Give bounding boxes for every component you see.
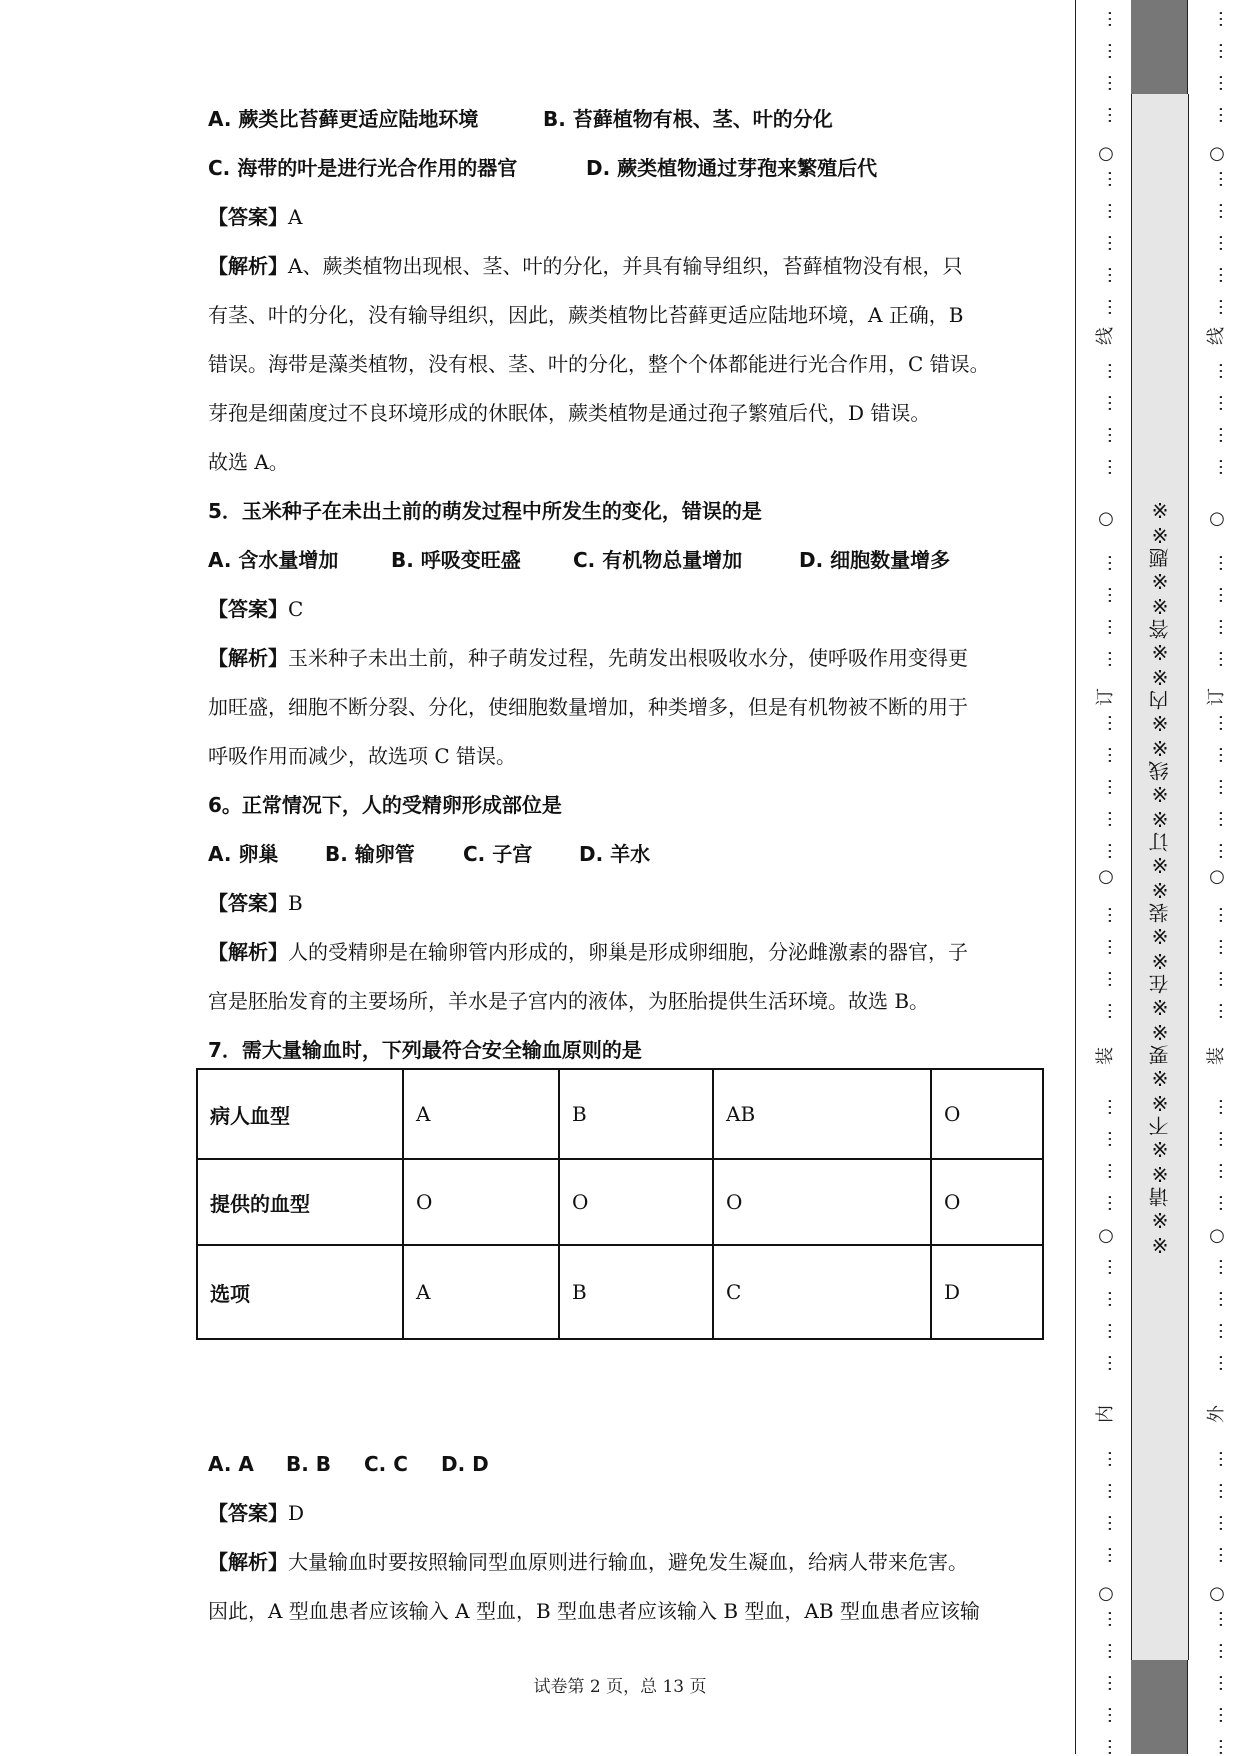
- dots-mark: …: [1095, 1322, 1116, 1340]
- dots-mark: …: [1095, 426, 1116, 444]
- q4-analysis-line-1: [208, 242, 1048, 291]
- analysis-label: 【解析】: [208, 1550, 288, 1574]
- dots-mark: …: [1206, 970, 1227, 988]
- q5-analysis-line-3: 呼吸作用而减少，故选项 C 错误。: [208, 744, 517, 768]
- q7-option-c: C. C: [364, 1452, 408, 1476]
- dots-mark: …: [1095, 394, 1116, 412]
- circle-mark: ○: [1098, 143, 1114, 164]
- dots-mark: …: [1206, 170, 1227, 188]
- dots-mark: …: [1095, 202, 1116, 220]
- outer-label-zhuang: 装: [1206, 1047, 1227, 1065]
- dots-mark: …: [1095, 1098, 1116, 1116]
- dots-mark: …: [1206, 1322, 1227, 1340]
- dots-mark: …: [1206, 778, 1227, 796]
- circle-mark: ○: [1098, 1583, 1114, 1604]
- dots-mark: …: [1206, 1130, 1227, 1148]
- dots-mark: …: [1095, 810, 1116, 828]
- dots-mark: …: [1206, 1482, 1227, 1500]
- dots-mark: …: [1206, 298, 1227, 316]
- dots-mark: …: [1206, 1610, 1227, 1628]
- q6-analysis-line-2: 宫是胚胎发育的主要场所，羊水是子宫内的液体，为胚胎提供生活环境。故选 B。: [208, 989, 930, 1013]
- dots-mark: …: [1206, 1098, 1227, 1116]
- dots-mark: …: [1206, 1706, 1227, 1724]
- dots-mark: …: [1095, 362, 1116, 380]
- dots-mark: …: [1095, 1130, 1116, 1148]
- analysis-text: 大量输血时要按照输同型血原则进行输血，避免发生凝血，给病人带来危害。: [288, 1550, 968, 1574]
- dots-mark: …: [1095, 618, 1116, 636]
- dots-mark: …: [1095, 234, 1116, 252]
- dots-mark: …: [1095, 298, 1116, 316]
- dots-mark: …: [1095, 458, 1116, 476]
- answer-label: 【答案】: [208, 891, 288, 915]
- table-cell: A: [403, 1245, 559, 1339]
- table-cell: C: [713, 1245, 931, 1339]
- q6-options: [208, 830, 1048, 879]
- q5-analysis-line-1: [208, 634, 1048, 683]
- dots-mark: …: [1206, 1290, 1227, 1308]
- dots-mark: …: [1095, 714, 1116, 732]
- dots-mark: …: [1206, 10, 1227, 28]
- dots-mark: …: [1206, 906, 1227, 924]
- warning-text-column: [1131, 94, 1187, 1660]
- q6-option-c: C. 子宫: [463, 842, 533, 866]
- dots-mark: …: [1095, 1482, 1116, 1500]
- dots-mark: …: [1095, 1546, 1116, 1564]
- inner-label-nei: 内: [1095, 1405, 1116, 1423]
- dots-mark: …: [1095, 266, 1116, 284]
- page-footer: 试卷第 2 页，总 13 页: [533, 1677, 707, 1697]
- dots-mark: …: [1095, 842, 1116, 860]
- table-cell: B: [559, 1069, 713, 1159]
- dots-mark: …: [1206, 426, 1227, 444]
- table-cell: O: [559, 1159, 713, 1245]
- dots-mark: …: [1206, 74, 1227, 92]
- circle-mark: ○: [1209, 508, 1225, 529]
- table-cell: AB: [713, 1069, 931, 1159]
- dots-mark: …: [1095, 746, 1116, 764]
- dots-mark: …: [1095, 1162, 1116, 1180]
- outer-label-xian: 线: [1206, 327, 1227, 345]
- table-cell: 提供的血型: [197, 1159, 403, 1245]
- dots-mark: …: [1206, 1002, 1227, 1020]
- dots-mark: …: [1206, 1546, 1227, 1564]
- table-row: [197, 1069, 1043, 1159]
- table-cell: O: [931, 1159, 1043, 1245]
- q5-option-a: A. 含水量增加: [208, 548, 339, 572]
- q7-analysis-line-1: [208, 1538, 1048, 1587]
- q6-answer: [208, 879, 1048, 928]
- dots-mark: …: [1206, 234, 1227, 252]
- table-cell: O: [403, 1159, 559, 1245]
- dots-mark: …: [1206, 1674, 1227, 1692]
- answer-value: C: [288, 597, 304, 621]
- q7-options: [208, 1440, 1048, 1489]
- answer-value: B: [288, 891, 303, 915]
- q4-option-c: C. 海带的叶是进行光合作用的器官: [208, 156, 518, 180]
- outer-label-ding: 订: [1206, 688, 1227, 706]
- table-cell: B: [559, 1245, 713, 1339]
- dots-mark: …: [1095, 586, 1116, 604]
- q4-analysis-line-4: 芽孢是细菌度过不良环境形成的休眠体，蕨类植物是通过孢子繁殖后代，D 错误。: [208, 401, 931, 425]
- dots-mark: …: [1206, 202, 1227, 220]
- dots-mark: …: [1095, 906, 1116, 924]
- analysis-text: 玉米种子未出土前，种子萌发过程，先萌发出根吸收水分，使呼吸作用变得更: [288, 646, 968, 670]
- q4-analysis-line-5: 故选 A。: [208, 450, 289, 474]
- dots-mark: …: [1095, 1002, 1116, 1020]
- dots-mark: …: [1095, 106, 1116, 124]
- q4-options-row1: [208, 95, 1048, 144]
- answer-label: 【答案】: [208, 1501, 288, 1525]
- dots-mark: …: [1095, 1194, 1116, 1212]
- dots-mark: …: [1095, 1706, 1116, 1724]
- dots-mark: …: [1095, 42, 1116, 60]
- dots-mark: …: [1206, 1354, 1227, 1372]
- q4-option-a: A. 蕨类比苔藓更适应陆地环境: [208, 107, 479, 131]
- dots-mark: …: [1095, 1610, 1116, 1628]
- dots-mark: …: [1206, 650, 1227, 668]
- table-row: [197, 1159, 1043, 1245]
- q6-option-b: B. 输卵管: [325, 842, 415, 866]
- circle-mark: ○: [1098, 508, 1114, 529]
- exam-content: [208, 95, 1048, 1075]
- dots-mark: …: [1206, 714, 1227, 732]
- dots-mark: …: [1095, 778, 1116, 796]
- q4-answer: [208, 193, 1048, 242]
- dots-mark: …: [1206, 1642, 1227, 1660]
- margin-rule: [1075, 0, 1076, 1754]
- q5-stem: 5．玉米种子在未出土前的萌发过程中所发生的变化，错误的是: [208, 499, 762, 523]
- table-cell: O: [713, 1159, 931, 1245]
- dots-mark: …: [1206, 746, 1227, 764]
- table-cell: A: [403, 1069, 559, 1159]
- circle-mark: ○: [1098, 866, 1114, 887]
- dots-mark: …: [1206, 938, 1227, 956]
- analysis-label: 【解析】: [208, 254, 288, 278]
- circle-mark: ○: [1209, 143, 1225, 164]
- q7-option-d: D. D: [441, 1452, 489, 1476]
- dots-mark: …: [1095, 74, 1116, 92]
- inner-label-xian: 线: [1095, 327, 1116, 345]
- answer-label: 【答案】: [208, 597, 288, 621]
- table-cell: 选项: [197, 1245, 403, 1339]
- inner-dotted-column: [1092, 0, 1120, 1754]
- blood-type-table: [196, 1068, 1044, 1340]
- q6-analysis-line-1: [208, 928, 1048, 977]
- answer-value: D: [288, 1501, 305, 1525]
- dots-mark: …: [1206, 554, 1227, 572]
- q5-option-c: C. 有机物总量增加: [573, 548, 743, 572]
- outer-label-wai: 外: [1206, 1405, 1227, 1423]
- dots-mark: …: [1206, 810, 1227, 828]
- dots-mark: …: [1095, 1738, 1116, 1756]
- dots-mark: …: [1095, 1674, 1116, 1692]
- dots-mark: …: [1095, 1290, 1116, 1308]
- q6-stem: 6。正常情况下，人的受精卵形成部位是: [208, 793, 562, 817]
- dots-mark: …: [1206, 394, 1227, 412]
- dots-mark: …: [1206, 266, 1227, 284]
- table-row: [197, 1245, 1043, 1339]
- q7-option-a: A. A: [208, 1452, 254, 1476]
- table-cell: 病人血型: [197, 1069, 403, 1159]
- q4-option-b: B. 苔藓植物有根、茎、叶的分化: [543, 107, 833, 131]
- dots-mark: …: [1206, 42, 1227, 60]
- dots-mark: …: [1206, 1738, 1227, 1756]
- dots-mark: …: [1095, 650, 1116, 668]
- dots-mark: …: [1206, 586, 1227, 604]
- circle-mark: ○: [1209, 1225, 1225, 1246]
- q7-option-b: B. B: [286, 1452, 332, 1476]
- q7-analysis-line-2: 因此，A 型血患者应该输入 A 型血，B 型血患者应该输入 B 型血，AB 型血患者应该输: [208, 1599, 980, 1623]
- dots-mark: …: [1206, 618, 1227, 636]
- dots-mark: …: [1206, 1514, 1227, 1532]
- q5-option-b: B. 呼吸变旺盛: [391, 548, 521, 572]
- q4-analysis-line-2: 有茎、叶的分化，没有输导组织，因此，蕨类植物比苔藓更适应陆地环境，A 正确，B: [208, 303, 964, 327]
- inner-label-zhuang: 装: [1095, 1047, 1116, 1065]
- dots-mark: …: [1095, 10, 1116, 28]
- dots-mark: …: [1206, 842, 1227, 860]
- answer-value: A: [288, 205, 303, 229]
- analysis-text: A、蕨类植物出现根、茎、叶的分化，并具有输导组织，苔藓植物没有根，只: [288, 254, 963, 278]
- analysis-label: 【解析】: [208, 646, 288, 670]
- dots-mark: …: [1206, 1194, 1227, 1212]
- dots-mark: …: [1206, 458, 1227, 476]
- q5-answer: [208, 585, 1048, 634]
- margin-bar-top: [1131, 0, 1187, 94]
- circle-mark: ○: [1209, 1583, 1225, 1604]
- dots-mark: …: [1206, 1162, 1227, 1180]
- dots-mark: …: [1206, 106, 1227, 124]
- q7-answer: [208, 1489, 1048, 1538]
- dots-mark: …: [1095, 170, 1116, 188]
- q5-options: [208, 536, 1048, 585]
- q7-stem: 7．需大量输血时，下列最符合安全输血原则的是: [208, 1038, 642, 1062]
- table-cell: D: [931, 1245, 1043, 1339]
- q5-analysis-line-2: 加旺盛，细胞不断分裂、分化，使细胞数量增加，种类增多，但是有机物被不断的用于: [208, 695, 968, 719]
- dots-mark: …: [1206, 1258, 1227, 1276]
- dots-mark: …: [1095, 1642, 1116, 1660]
- dots-mark: …: [1095, 938, 1116, 956]
- analysis-label: 【解析】: [208, 940, 288, 964]
- binding-warning: ※※请※※不※※要※※在※※装※※订※※线※※内※※答※※题※※: [1147, 497, 1172, 1257]
- q5-option-d: D. 细胞数量增多: [799, 548, 951, 572]
- outer-dotted-column: [1203, 0, 1231, 1754]
- table-cell: O: [931, 1069, 1043, 1159]
- circle-mark: ○: [1098, 1225, 1114, 1246]
- q4-option-d: D. 蕨类植物通过芽孢来繁殖后代: [586, 156, 878, 180]
- margin-bar-bottom: [1131, 1660, 1187, 1754]
- dots-mark: …: [1206, 362, 1227, 380]
- dots-mark: …: [1095, 1354, 1116, 1372]
- dots-mark: …: [1095, 1450, 1116, 1468]
- dots-mark: …: [1095, 1258, 1116, 1276]
- q7-continued: [208, 1440, 1048, 1636]
- answer-label: 【答案】: [208, 205, 288, 229]
- analysis-text: 人的受精卵是在输卵管内形成的，卵巢是形成卵细胞，分泌雌激素的器官，子: [288, 940, 968, 964]
- dots-mark: …: [1095, 1514, 1116, 1532]
- circle-mark: ○: [1209, 866, 1225, 887]
- dots-mark: …: [1095, 970, 1116, 988]
- dots-mark: …: [1095, 554, 1116, 572]
- inner-label-ding: 订: [1095, 688, 1116, 706]
- dots-mark: …: [1206, 1450, 1227, 1468]
- q4-analysis-line-3: 错误。海带是藻类植物，没有根、茎、叶的分化，整个个体都能进行光合作用，C 错误。: [208, 352, 990, 376]
- q6-option-a: A. 卵巢: [208, 842, 279, 866]
- q4-options-row2: [208, 144, 1048, 193]
- q6-option-d: D. 羊水: [579, 842, 651, 866]
